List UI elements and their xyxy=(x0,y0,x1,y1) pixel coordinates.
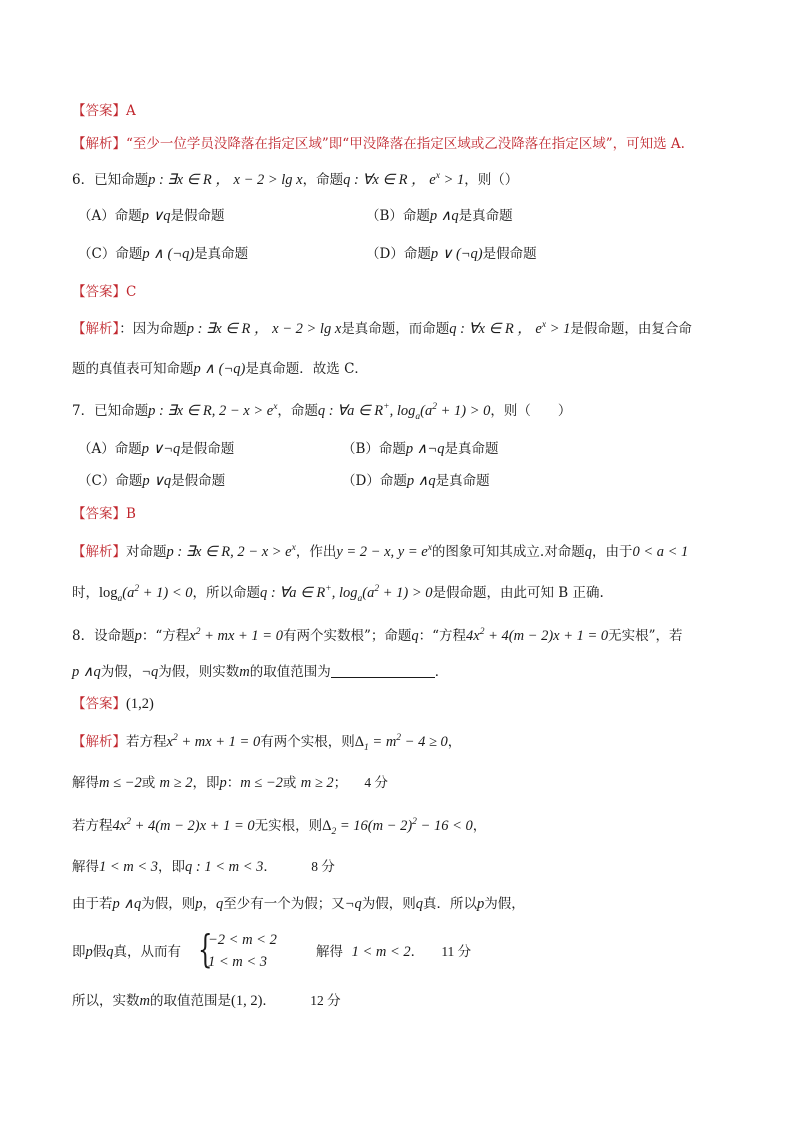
superscript: + xyxy=(383,402,390,413)
answer-tag: 【答案】 xyxy=(72,506,126,522)
question-8-stem xyxy=(72,662,448,682)
option-text: 是假命题 xyxy=(482,246,537,262)
formula-p: p : ∃x ∈ R ， x − 2 > lg x xyxy=(186,321,342,337)
equation xyxy=(113,818,255,834)
option-c xyxy=(78,471,225,491)
analysis-tag: 【解析】 xyxy=(72,544,126,560)
analysis-text: 是真命题．故选 C． xyxy=(245,361,368,377)
formula-part: + 1) > 0 xyxy=(379,585,433,601)
formula-part: Δ xyxy=(354,734,365,750)
analysis-text: ，即 xyxy=(158,859,186,875)
analysis-text: ， xyxy=(472,818,487,834)
equation xyxy=(189,628,283,644)
analysis-text: 即 xyxy=(72,944,86,960)
analysis-line xyxy=(72,894,525,914)
superscript: 2 xyxy=(195,627,201,638)
variable-p: p xyxy=(85,944,93,960)
analysis-text: 解得 xyxy=(316,944,343,960)
formula-part: x xyxy=(166,734,173,750)
option-label: （D）命题 xyxy=(366,246,431,262)
analysis-line xyxy=(72,542,688,562)
formula: p ∧q xyxy=(72,664,101,680)
analysis-tag: 【解析】 xyxy=(72,734,126,750)
formula-part: x xyxy=(189,628,196,644)
variable-p: p xyxy=(477,896,485,912)
option-text: 是假命题 xyxy=(171,473,226,489)
stem-text: 为假，则实数 xyxy=(158,664,240,680)
formula-part: (a xyxy=(362,585,375,601)
formula: p ∧q xyxy=(112,896,142,912)
option-formula: p ∧ (¬q) xyxy=(142,246,195,262)
stem-text: ：“方程 xyxy=(141,628,190,644)
answer-tag: 【答案】 xyxy=(72,103,126,119)
option-label: （A）命题 xyxy=(78,208,142,224)
subscript: a xyxy=(357,593,363,604)
analysis-text: 时， xyxy=(72,585,99,601)
analysis-line xyxy=(72,942,181,962)
option-label: （D）命题 xyxy=(342,473,407,489)
answer-tag: 【答案】 xyxy=(72,284,126,300)
option-formula: p ∨ (¬q) xyxy=(430,246,483,262)
analysis-text: ： xyxy=(226,775,241,791)
formula-p xyxy=(148,403,277,419)
variable-q: q xyxy=(415,896,424,912)
analysis-text: 或 xyxy=(141,775,156,791)
exponent: x xyxy=(291,543,296,554)
analysis-text: “至少一位学员没降落在指定区域”即“甲没降落在指定区域或乙没降落在指定区域”，可知选 A. xyxy=(126,136,685,152)
option-text: 是真命题 xyxy=(435,473,490,489)
subscript: 1 xyxy=(364,742,369,753)
formula-part: (a xyxy=(420,403,433,419)
stem-text: ，则（ ） xyxy=(490,403,572,419)
score-marker: 11 分 xyxy=(441,944,472,959)
formula-part: 4x xyxy=(466,628,480,644)
formula-part: + mx + 1 = 0 xyxy=(177,734,261,750)
variable-q: q xyxy=(584,544,592,560)
answer-value: C xyxy=(126,284,137,300)
analysis-text: 的取值范围是 xyxy=(149,993,231,1009)
analysis-line xyxy=(72,773,388,793)
option-d xyxy=(342,471,490,491)
formula: q : 1 < m < 3 xyxy=(185,859,264,875)
option-formula: p ∨¬q xyxy=(141,441,181,457)
answer-line xyxy=(72,694,154,714)
formula: 1 < m < 3 xyxy=(99,859,159,875)
analysis-text: 题的真值表可知命题 xyxy=(72,361,194,377)
option-a xyxy=(78,439,234,459)
analysis-text: 所以，实数 xyxy=(72,993,140,1009)
analysis-tag: 【解析】 xyxy=(72,321,120,337)
formula-part: , log xyxy=(389,403,416,419)
formula-part: q : ∀a ∈ R xyxy=(260,585,326,601)
formula-part: = m xyxy=(368,734,397,750)
analysis-text: 为假，则 xyxy=(141,896,196,912)
option-b xyxy=(366,206,513,226)
formula-part: = 16(m − 2) xyxy=(336,818,413,834)
answer-value: (1,2) xyxy=(126,696,154,712)
formula-q xyxy=(449,321,570,337)
analysis-line xyxy=(72,857,335,877)
stem-text: 为假， xyxy=(100,664,142,680)
formula: ¬q xyxy=(141,664,159,680)
analysis-text: 为假， xyxy=(484,896,525,912)
formula-y xyxy=(336,544,432,560)
option-text: 是真命题 xyxy=(194,246,249,262)
formula-part: Δ xyxy=(322,818,332,834)
option-a xyxy=(78,206,225,226)
formula: m ≥ 2 xyxy=(300,775,334,791)
formula-part: > 1 xyxy=(546,321,571,337)
exponent: x xyxy=(427,543,432,554)
option-text: 是假命题 xyxy=(170,208,225,224)
analysis-line xyxy=(72,134,685,154)
formula-q xyxy=(260,584,433,604)
exponent: x xyxy=(273,402,278,413)
exponent: x xyxy=(541,320,547,331)
superscript: 2 xyxy=(479,627,485,638)
analysis-text: 若方程 xyxy=(126,734,167,750)
answer-value: B xyxy=(126,506,136,522)
variable-m: m xyxy=(139,993,150,1009)
analysis-text: 的图象可知其成立.对命题 xyxy=(431,544,585,560)
analysis-text: 对命题 xyxy=(126,544,167,560)
analysis-tag: 【解析】 xyxy=(72,136,126,152)
subscript: 2 xyxy=(331,826,337,837)
formula-part: + 4(m − 2)x + 1 = 0 xyxy=(130,818,255,834)
variable-p: p xyxy=(134,628,142,644)
analysis-line xyxy=(72,319,692,339)
analysis-text: 解得 xyxy=(72,775,99,791)
analysis-text: ，作出 xyxy=(295,544,337,560)
variable-q: q xyxy=(216,896,224,912)
analysis-text: 是假命题，由此可知 B 正确. xyxy=(432,585,604,601)
stem-text: ：“方程 xyxy=(418,628,467,644)
analysis-text: 假 xyxy=(92,944,107,960)
analysis-line xyxy=(72,991,341,1011)
analysis-text: 是假命题，由复合命 xyxy=(570,321,692,337)
formula-part: + 1) > 0 xyxy=(436,403,491,419)
option-label: （B）命题 xyxy=(342,441,406,457)
analysis-text: 无实根，则 xyxy=(254,818,323,834)
discriminant xyxy=(322,817,473,837)
answer-value: A xyxy=(126,103,136,119)
analysis-text: ． xyxy=(263,859,277,875)
analysis-text: 真，从而有 xyxy=(113,944,181,960)
stem-text: 无实根”，若 xyxy=(608,628,683,644)
analysis-text: ，所以命题 xyxy=(192,585,261,601)
formula xyxy=(99,584,193,604)
formula: 0 < a < 1 xyxy=(632,544,689,560)
analysis-text: 至少有一个为假；又 xyxy=(223,896,345,912)
analysis-text: ，由于 xyxy=(591,544,633,560)
analysis-text: ． xyxy=(262,993,276,1009)
stem-text: 8．设命题 xyxy=(72,628,135,644)
superscript: 2 xyxy=(396,733,402,744)
option-formula: p ∧q xyxy=(406,473,436,489)
option-label: （A）命题 xyxy=(78,441,142,457)
option-c xyxy=(78,244,248,264)
analysis-text: 有两个实根，则 xyxy=(260,734,355,750)
formula-part: − 16 < 0 xyxy=(416,818,473,834)
analysis-line xyxy=(72,583,604,603)
discriminant xyxy=(354,733,448,753)
option-text: 是真命题 xyxy=(458,208,513,224)
analysis-text: 是真命题，而命题 xyxy=(341,321,450,337)
question-7-stem xyxy=(72,401,571,421)
superscript: + xyxy=(325,584,332,595)
formula-part: + 1) < 0 xyxy=(139,585,193,601)
analysis-text: 若方程 xyxy=(72,818,113,834)
superscript: 2 xyxy=(126,817,131,828)
formula-part: − 4 ≥ 0 xyxy=(401,734,448,750)
analysis-text: ； xyxy=(333,775,348,791)
option-text: 是假命题 xyxy=(180,441,235,457)
formula-part: + 4(m − 2)x + 1 = 0 xyxy=(484,628,609,644)
superscript: 2 xyxy=(172,733,178,744)
system-row: 1 < m < 3 xyxy=(208,954,268,970)
formula-part: + mx + 1 = 0 xyxy=(200,628,283,644)
formula-part: (a xyxy=(122,585,135,601)
variable-p: p xyxy=(195,896,203,912)
score-marker: 4 分 xyxy=(364,775,388,790)
option-formula: p ∧¬q xyxy=(405,441,445,457)
formula-p xyxy=(167,544,296,560)
superscript: 2 xyxy=(432,402,437,413)
formula-q xyxy=(343,172,464,188)
equation xyxy=(167,734,261,750)
stem-text: 7．已知命题 xyxy=(72,403,149,419)
formula-p: p : ∃x ∈ R ， x − 2 > lg x xyxy=(148,172,303,188)
analysis-text: ． xyxy=(410,944,425,960)
score-marker: 12 分 xyxy=(310,993,341,1008)
formula: p ∧ (¬q) xyxy=(193,361,246,377)
variable-q: q xyxy=(106,944,114,960)
option-formula: p ∧q xyxy=(429,208,459,224)
stem-text: ，则（） xyxy=(464,172,519,188)
analysis-text: 或 xyxy=(282,775,297,791)
analysis-text: 解得 xyxy=(72,859,99,875)
analysis-text: ， xyxy=(202,896,216,912)
formula-part: q : ∀x ∈ R ， e xyxy=(449,321,542,337)
brace-symbol: { xyxy=(198,927,213,971)
exponent: x xyxy=(435,171,440,182)
formula-q xyxy=(317,402,491,422)
analysis-text: 由于若 xyxy=(72,896,113,912)
stem-text: ，命题 xyxy=(277,403,318,419)
stem-text: 有两个实数根”；命题 xyxy=(282,628,412,644)
variable-m: m xyxy=(239,664,250,680)
formula-part: > 1 xyxy=(439,172,465,188)
analysis-text: ，即 xyxy=(192,775,220,791)
variable-q: q xyxy=(411,628,419,644)
analysis-line xyxy=(72,732,461,752)
analysis-line xyxy=(72,816,486,836)
formula: (1, 2) xyxy=(230,993,263,1009)
formula: m ≥ 2 xyxy=(159,775,193,791)
question-6-stem xyxy=(72,170,518,190)
superscript: 2 xyxy=(134,584,140,595)
formula-part: p : ∃x ∈ R, 2 − x > e xyxy=(148,403,274,419)
option-text: 是真命题 xyxy=(444,441,499,457)
analysis-text: ， xyxy=(447,734,462,750)
option-label: （C）命题 xyxy=(78,246,143,262)
superscript: 2 xyxy=(412,817,417,828)
formula-part: p : ∃x ∈ R, 2 − x > e xyxy=(166,544,292,560)
option-b xyxy=(342,439,498,459)
formula-part: log xyxy=(99,585,118,601)
system-row: −2 < m < 2 xyxy=(208,932,277,948)
option-formula: p ∨q xyxy=(142,473,172,489)
formula: m ≤ −2 xyxy=(240,775,283,791)
formula-part: 4x xyxy=(112,818,127,834)
analysis-text: 真．所以 xyxy=(423,896,478,912)
formula: m ≤ −2 xyxy=(99,775,142,791)
variable-p: p xyxy=(219,775,227,791)
stem-text: ，命题 xyxy=(302,172,344,188)
formula-part: q : ∀a ∈ R xyxy=(317,403,384,419)
answer-line xyxy=(72,504,136,524)
option-formula: p ∨q xyxy=(141,208,171,224)
answer-tag: 【答案】 xyxy=(72,696,126,712)
superscript: 2 xyxy=(374,584,380,595)
stem-text: 6．已知命题 xyxy=(72,172,149,188)
formula-part: q : ∀x ∈ R ， e xyxy=(343,172,436,188)
answer-line xyxy=(72,282,136,302)
analysis-text: ：因为命题 xyxy=(119,321,187,337)
score-marker: 8 分 xyxy=(311,859,335,874)
answer-line xyxy=(72,101,136,121)
answer-blank xyxy=(331,663,435,678)
formula: ¬q xyxy=(344,896,362,912)
subscript: a xyxy=(117,593,123,604)
formula-part: y = 2 − x, y = e xyxy=(336,544,428,560)
analysis-line xyxy=(72,359,368,379)
formula-part: , log xyxy=(331,585,358,601)
question-8-stem xyxy=(72,626,683,646)
formula: 1 < m < 2 xyxy=(351,944,411,960)
option-label: （C）命题 xyxy=(78,473,143,489)
equation xyxy=(466,628,608,644)
stem-text: ． xyxy=(434,664,449,680)
analysis-line xyxy=(316,942,471,962)
analysis-text: 为假，则 xyxy=(361,896,416,912)
option-label: （B）命题 xyxy=(366,208,430,224)
stem-text: 的取值范围为 xyxy=(249,664,331,680)
subscript: a xyxy=(415,411,421,422)
option-d xyxy=(366,244,537,264)
